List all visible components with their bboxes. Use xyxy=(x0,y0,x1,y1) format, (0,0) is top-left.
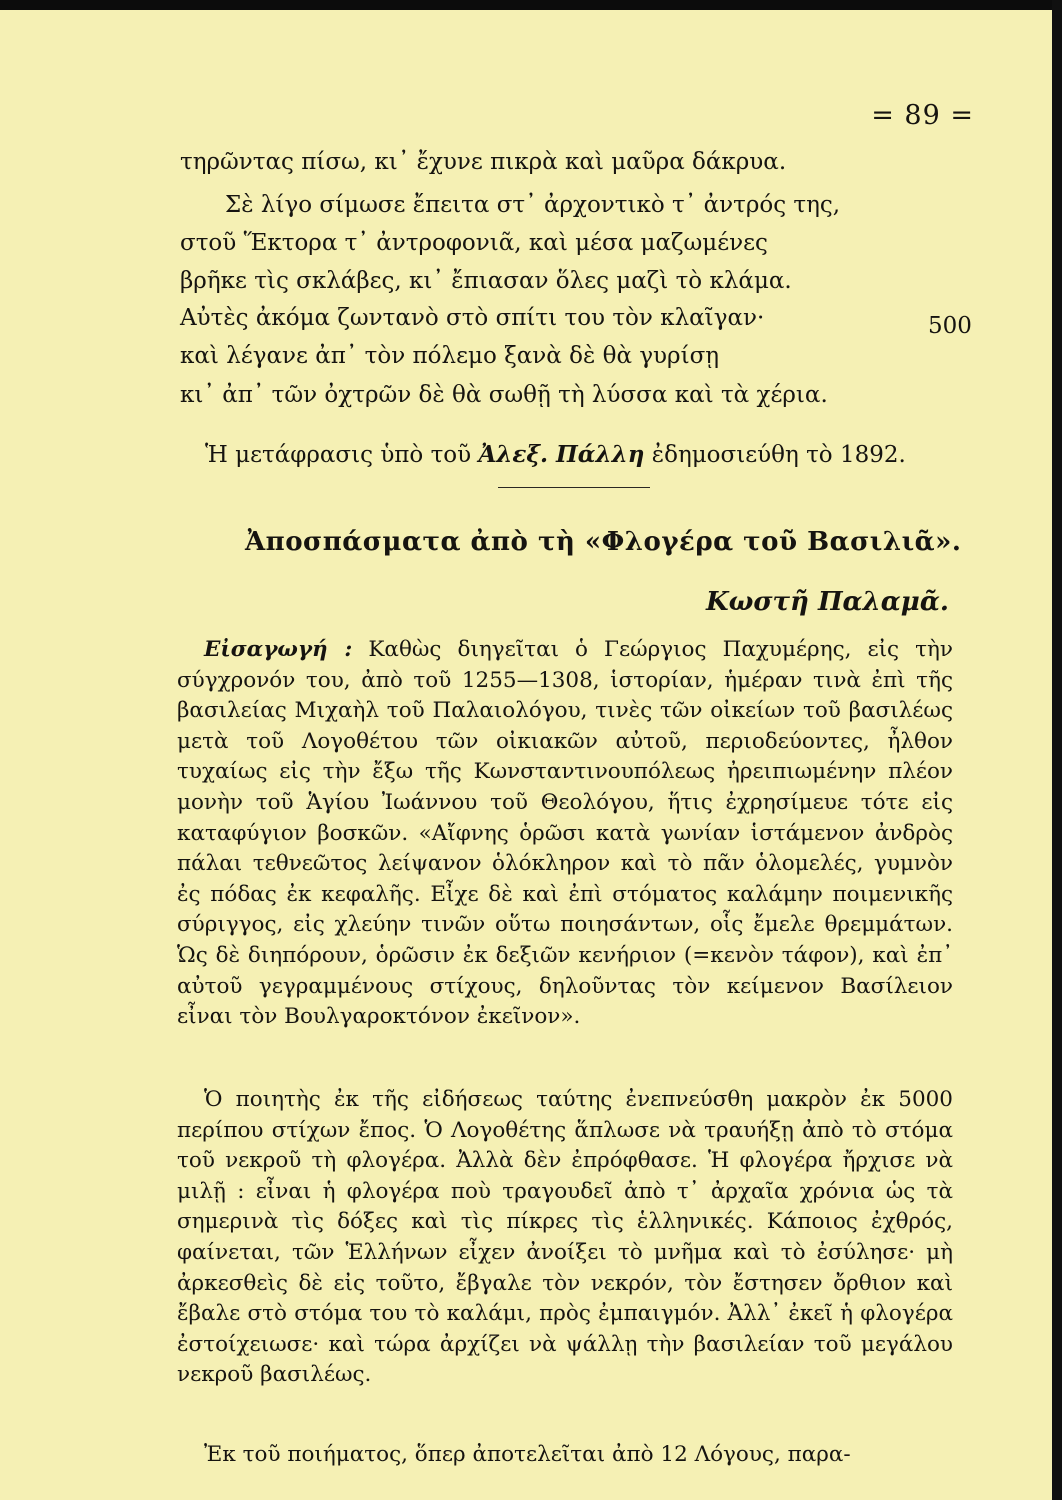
intro-paragraph xyxy=(177,635,953,1033)
translation-note xyxy=(205,440,985,470)
note-text: Ἡ μετάφρασις ὑπὸ τοῦ xyxy=(205,442,479,468)
verse-line: καὶ λέγανε ἀπ᾽ τὸν πόλεμο ξανὰ δὲ θὰ γυρίσῃ xyxy=(180,343,720,369)
verse-line: Αὐτὲς ἀκόμα ζωντανὸ στὸ σπίτι του τὸν κλαῖγαν· xyxy=(180,305,765,331)
verse-line: Σὲ λίγο σίμωσε ἔπειτα στ᾽ ἀρχοντικὸ τ᾽ ἀντρός της, xyxy=(225,192,841,218)
verse-line: βρῆκε τὶς σκλάβες, κι᾽ ἔπιασαν ὅλες μαζὶ τὸ κλάμα. xyxy=(180,268,792,294)
scan-right-edge xyxy=(1052,0,1062,1500)
page-number: = 89 = xyxy=(871,100,974,131)
verse-line-number: 500 xyxy=(928,313,972,339)
intro-text: Καθὼς διηγεῖται ὁ Γεώργιος Παχυμέρης, εἰς τὴν σύγχρονόν του, ἀπὸ τοῦ 1255—1308, ἱστορίαν, ἡμέραν τινὰ ἐπὶ τῆς βασιλείας Μιχαὴλ τοῦ Παλαιολόγου, τινὲς τῶν οἰκείων τοῦ βασιλέως μετὰ τοῦ Λογοθέτου τῶν οἰκιακῶν αὐτοῦ, περιοδεύοντες, ἦλθον τυχαίως εἰς τὴν ἔξω τῆς Κωνσταντινουπόλεως ἠρειπιωμένην πλέον μονὴν τοῦ Ἁγίου Ἰωάννου τοῦ Θεολόγου, ἥτις ἐχρησίμευε τότε εἰς καταφύγιον βοσκῶν. «Αἴφνης ὁρῶσι κατὰ γωνίαν ἱστάμενον ἀνδρὸς πάλαι τεθνεῶτος λείψανον ὁλόκληρον καὶ τὸ πᾶν ὁλομελές, γυμνὸν ἐς πόδας ἐκ κεφαλῆς. Εἶχε δὲ καὶ ἐπὶ στόματος καλάμην ποιμενικῆς σύριγγος, εἰς χλεύην τινῶν οὕτω ποιησάντων, οἷς ἔμελε θρεμμάτων. Ὡς δὲ διηπόρουν, ὁρῶσιν ἐκ δεξιῶν κενήριον (=κενὸν τάφον), καὶ ἐπ᾽ αὐτοῦ γεγραμμένους στίχους, δηλοῦντας τὸν κείμενον Βασίλειον εἶναι τὸν Βουλγαροκτόνον ἐκεῖνον». xyxy=(177,637,953,1030)
scan-top-edge xyxy=(0,0,1062,10)
body-paragraph: Ὁ ποιητὴς ἐκ τῆς εἰδήσεως ταύτης ἐνεπνεύσθη μακρὸν ἐκ 5000 περίπου στίχων ἔπος. Ὁ Λογοθέτης ἅπλωσε νὰ τραυήξῃ ἀπὸ τὸ στόμα τοῦ νεκροῦ τὴ φλογέρα. Ἀλλὰ δὲν ἐπρόφθασε. Ἡ φλογέρα ἤρχισε νὰ μιλῇ : εἶναι ἡ φλογέρα ποὺ τραγουδεῖ ἀπὸ τ᾽ ἀρχαῖα χρόνια ὡς τὰ σημερινὰ τὶς δόξες καὶ τὶς πίκρες τὶς ἑλληνικές. Κάποιος ἐχθρός, φαίνεται, τῶν Ἑλλήνων εἶχεν ἀνοίξει τὸ μνῆμα καὶ τὸ ἐσύλησε· μὴ ἀρκεσθεὶς δὲ εἰς τοῦτο, ἔβγαλε τὸν νεκρόν, τὸν ἔστησεν ὄρθιον καὶ ἔβαλε στὸ στόμα του τὸ καλάμι, πρὸς ἐμπαιγμόν. Ἀλλ᾽ ἐκεῖ ἡ φλογέρα ἐστοίχειωσε· καὶ τώρα ἀρχίζει νὰ ψάλλῃ τὴν βασιλείαν τοῦ μεγάλου νεκροῦ βασιλέως. xyxy=(177,1087,953,1388)
verse-line: κι᾽ ἀπ᾽ τῶν ὀχτρῶν δὲ θὰ σωθῇ τὴ λύσσα καὶ τὰ χέρια. xyxy=(180,382,828,408)
verse-line: τηρῶντας πίσω, κι᾽ ἔχυνε πικρὰ καὶ μαῦρα δάκρυα. xyxy=(180,149,787,175)
section-divider xyxy=(498,487,650,488)
verse-line: στοῦ Ἕκτορα τ᾽ ἀντροφονιᾶ, καὶ μέσα μαζωμένες xyxy=(180,230,768,256)
intro-label: Εἰσαγωγή : xyxy=(204,637,353,662)
note-text: ἐδημοσιεύθη τὸ 1892. xyxy=(644,442,906,468)
body-paragraph-continued: Ἐκ τοῦ ποιήματος, ὅπερ ἀποτελεῖται ἀπὸ 12 Λόγους, παρα- xyxy=(204,1442,851,1467)
section-author: Κωστῆ Παλαμᾶ. xyxy=(706,587,949,617)
section-heading: Ἀποσπάσματα ἀπὸ τὴ «Φλογέρα τοῦ Βασιλιᾶ». xyxy=(245,527,962,557)
translator-name: Ἀλεξ. Πάλλη xyxy=(478,441,645,468)
